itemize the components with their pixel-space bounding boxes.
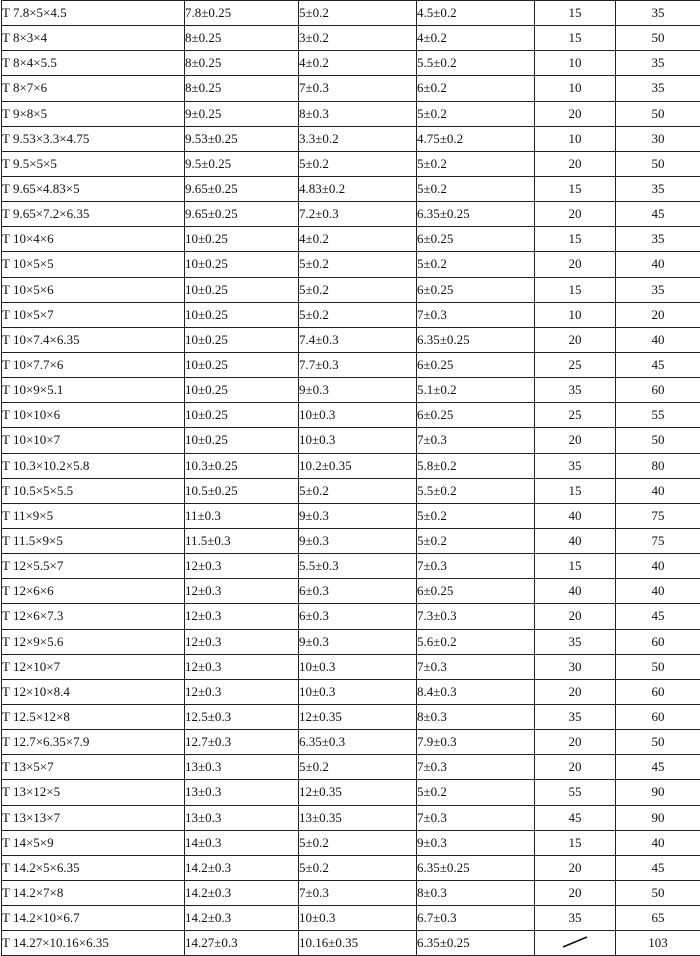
cell-type: T 10×10×7	[2, 428, 185, 453]
cell-dim-h: 9±0.3	[417, 830, 535, 855]
cell-dim-b: 5.5±0.3	[299, 554, 417, 579]
cell-dim-a: 12±0.3	[185, 554, 299, 579]
cell-value-n: 35	[535, 906, 616, 931]
cell-value-m: 103	[616, 931, 700, 956]
cell-value-n: 55	[535, 780, 616, 805]
cell-dim-h: 5.6±0.2	[417, 629, 535, 654]
cell-dim-a: 12±0.3	[185, 579, 299, 604]
table-row	[2, 227, 700, 252]
cell-dim-b: 9±0.3	[299, 629, 417, 654]
cell-dim-b: 8±0.3	[299, 101, 417, 126]
cell-type: T 13×5×7	[2, 755, 185, 780]
cell-value-m: 60	[616, 679, 700, 704]
cell-type: T 10×7.4×6.35	[2, 327, 185, 352]
cell-type: T 14.2×5×6.35	[2, 855, 185, 880]
cell-type: T 9.65×7.2×6.35	[2, 202, 185, 227]
cell-value-n: 25	[535, 352, 616, 377]
cell-dim-h: 5±0.2	[417, 176, 535, 201]
cell-value-n: 20	[535, 428, 616, 453]
cell-dim-h: 4±0.2	[417, 26, 535, 51]
cell-dim-a: 11±0.3	[185, 503, 299, 528]
cell-dim-b: 10±0.3	[299, 654, 417, 679]
cell-dim-h: 6±0.25	[417, 403, 535, 428]
cell-type: T 11.5×9×5	[2, 528, 185, 553]
cell-value-n: 15	[535, 176, 616, 201]
table-row	[2, 880, 700, 905]
cell-type: T 8×4×5.5	[2, 51, 185, 76]
cell-dim-b: 6.35±0.3	[299, 730, 417, 755]
cell-dim-a: 9.5±0.25	[185, 151, 299, 176]
cell-dim-h: 5.5±0.2	[417, 478, 535, 503]
cell-dim-h: 6.35±0.25	[417, 855, 535, 880]
cell-value-n: 20	[535, 679, 616, 704]
cell-dim-a: 13±0.3	[185, 780, 299, 805]
cell-dim-h: 6.35±0.25	[417, 327, 535, 352]
cell-dim-h: 7±0.3	[417, 654, 535, 679]
cell-value-n	[535, 931, 616, 956]
cell-dim-b: 10±0.3	[299, 906, 417, 931]
cell-value-m: 35	[616, 51, 700, 76]
cell-dim-a: 10.5±0.25	[185, 478, 299, 503]
cell-value-m: 45	[616, 202, 700, 227]
cell-value-n: 35	[535, 453, 616, 478]
table-row	[2, 503, 700, 528]
cell-type: T 12.5×12×8	[2, 704, 185, 729]
cell-value-m: 35	[616, 176, 700, 201]
table-row	[2, 101, 700, 126]
cell-dim-b: 9±0.3	[299, 378, 417, 403]
cell-dim-a: 10±0.25	[185, 428, 299, 453]
cell-type: T 10×10×6	[2, 403, 185, 428]
table-row	[2, 252, 700, 277]
cell-value-n: 20	[535, 880, 616, 905]
cell-value-n: 35	[535, 704, 616, 729]
cell-dim-b: 5±0.2	[299, 277, 417, 302]
table-row	[2, 805, 700, 830]
cell-dim-a: 14.2±0.3	[185, 855, 299, 880]
cell-dim-h: 8±0.3	[417, 704, 535, 729]
table-row	[2, 478, 700, 503]
cell-type: T 10.3×10.2×5.8	[2, 453, 185, 478]
cell-dim-a: 9.53±0.25	[185, 126, 299, 151]
cell-dim-h: 6±0.2	[417, 76, 535, 101]
cell-value-m: 75	[616, 503, 700, 528]
cell-type: T 12×6×6	[2, 579, 185, 604]
cell-value-n: 20	[535, 202, 616, 227]
cell-type: T 12.7×6.35×7.9	[2, 730, 185, 755]
cell-dim-b: 4±0.2	[299, 227, 417, 252]
table-row	[2, 629, 700, 654]
cell-dim-a: 13±0.3	[185, 755, 299, 780]
cell-type: T 8×7×6	[2, 76, 185, 101]
cell-value-n: 15	[535, 1, 616, 26]
cell-value-m: 35	[616, 1, 700, 26]
cell-value-m: 35	[616, 227, 700, 252]
cell-type: T 9×8×5	[2, 101, 185, 126]
cell-dim-h: 7±0.3	[417, 428, 535, 453]
table-row	[2, 176, 700, 201]
table-row	[2, 528, 700, 553]
cell-dim-h: 5.5±0.2	[417, 51, 535, 76]
cell-dim-h: 4.5±0.2	[417, 1, 535, 26]
cell-type: T 12×10×7	[2, 654, 185, 679]
cell-value-m: 50	[616, 654, 700, 679]
cell-value-m: 50	[616, 151, 700, 176]
cell-value-n: 20	[535, 604, 616, 629]
table-row	[2, 202, 700, 227]
cell-dim-a: 9±0.25	[185, 101, 299, 126]
cell-dim-b: 12±0.35	[299, 704, 417, 729]
cell-type: T 11×9×5	[2, 503, 185, 528]
cell-dim-b: 5±0.2	[299, 1, 417, 26]
cell-dim-b: 7.2±0.3	[299, 202, 417, 227]
cell-dim-a: 8±0.25	[185, 76, 299, 101]
cell-dim-b: 9±0.3	[299, 503, 417, 528]
cell-dim-b: 5±0.2	[299, 302, 417, 327]
cell-dim-a: 14.2±0.3	[185, 906, 299, 931]
cell-dim-h: 6±0.25	[417, 227, 535, 252]
cell-dim-b: 3±0.2	[299, 26, 417, 51]
table-row	[2, 453, 700, 478]
cell-type: T 10×7.7×6	[2, 352, 185, 377]
cell-value-m: 45	[616, 755, 700, 780]
cell-dim-a: 12.7±0.3	[185, 730, 299, 755]
cell-dim-a: 12±0.3	[185, 604, 299, 629]
cell-value-n: 10	[535, 126, 616, 151]
cell-type: T 14.2×10×6.7	[2, 906, 185, 931]
cell-value-n: 10	[535, 76, 616, 101]
cell-value-n: 40	[535, 503, 616, 528]
cell-dim-a: 11.5±0.3	[185, 528, 299, 553]
table-row	[2, 26, 700, 51]
cell-dim-h: 6.35±0.25	[417, 202, 535, 227]
cell-value-n: 15	[535, 830, 616, 855]
cell-dim-b: 7±0.3	[299, 76, 417, 101]
cell-type: T 10×4×6	[2, 227, 185, 252]
cell-value-n: 20	[535, 151, 616, 176]
cell-value-n: 15	[535, 227, 616, 252]
cell-value-m: 50	[616, 880, 700, 905]
cell-type: T 12×6×7.3	[2, 604, 185, 629]
cell-dim-h: 6±0.25	[417, 277, 535, 302]
cell-value-m: 60	[616, 704, 700, 729]
cell-dim-h: 4.75±0.2	[417, 126, 535, 151]
table-row	[2, 906, 700, 931]
table-row	[2, 51, 700, 76]
cell-value-n: 20	[535, 252, 616, 277]
table-row	[2, 780, 700, 805]
cell-dim-b: 6±0.3	[299, 604, 417, 629]
cell-dim-b: 5±0.2	[299, 151, 417, 176]
cell-dim-a: 10±0.25	[185, 403, 299, 428]
cell-dim-h: 7±0.3	[417, 302, 535, 327]
cell-value-m: 65	[616, 906, 700, 931]
table-row	[2, 730, 700, 755]
cell-dim-h: 6.7±0.3	[417, 906, 535, 931]
cell-dim-h: 7±0.3	[417, 805, 535, 830]
cell-value-m: 50	[616, 26, 700, 51]
table-row	[2, 679, 700, 704]
table-row	[2, 654, 700, 679]
cell-dim-h: 5±0.2	[417, 780, 535, 805]
cell-dim-a: 8±0.25	[185, 51, 299, 76]
cell-value-n: 15	[535, 277, 616, 302]
cell-value-n: 40	[535, 528, 616, 553]
cell-type: T 10×5×5	[2, 252, 185, 277]
cell-value-m: 50	[616, 101, 700, 126]
table-row	[2, 931, 700, 956]
table-row	[2, 126, 700, 151]
table-row	[2, 704, 700, 729]
table-row	[2, 604, 700, 629]
cell-value-n: 35	[535, 629, 616, 654]
cell-type: T 12×5.5×7	[2, 554, 185, 579]
table-row	[2, 403, 700, 428]
cell-type: T 9.5×5×5	[2, 151, 185, 176]
cell-dim-b: 10.16±0.35	[299, 931, 417, 956]
cell-value-n: 20	[535, 327, 616, 352]
cell-dim-a: 10±0.25	[185, 302, 299, 327]
table-row	[2, 302, 700, 327]
cell-value-m: 20	[616, 302, 700, 327]
cell-value-m: 35	[616, 277, 700, 302]
cell-dim-h: 7±0.3	[417, 755, 535, 780]
cell-type: T 8×3×4	[2, 26, 185, 51]
cell-dim-b: 5±0.2	[299, 755, 417, 780]
table-row	[2, 151, 700, 176]
cell-type: T 13×13×7	[2, 805, 185, 830]
cell-dim-h: 7.9±0.3	[417, 730, 535, 755]
cell-dim-a: 10±0.25	[185, 352, 299, 377]
cell-value-n: 20	[535, 855, 616, 880]
cell-type: T 10.5×5×5.5	[2, 478, 185, 503]
table-row	[2, 378, 700, 403]
cell-type: T 10×5×7	[2, 302, 185, 327]
cell-value-n: 20	[535, 755, 616, 780]
cell-dim-b: 5±0.2	[299, 855, 417, 880]
cell-type: T 10×5×6	[2, 277, 185, 302]
cell-value-m: 40	[616, 830, 700, 855]
cell-dim-b: 5±0.2	[299, 830, 417, 855]
table-row	[2, 1, 700, 26]
cell-value-m: 40	[616, 554, 700, 579]
cell-dim-h: 5±0.2	[417, 252, 535, 277]
cell-dim-b: 10±0.3	[299, 428, 417, 453]
table-row	[2, 830, 700, 855]
cell-dim-b: 4±0.2	[299, 51, 417, 76]
cell-dim-h: 6±0.25	[417, 352, 535, 377]
cell-value-n: 10	[535, 51, 616, 76]
cell-value-m: 60	[616, 629, 700, 654]
cell-dim-a: 7.8±0.25	[185, 1, 299, 26]
cell-type: T 14.27×10.16×6.35	[2, 931, 185, 956]
cell-type: T 9.53×3.3×4.75	[2, 126, 185, 151]
cell-dim-h: 5±0.2	[417, 503, 535, 528]
cell-value-n: 15	[535, 554, 616, 579]
cell-value-n: 35	[535, 378, 616, 403]
cell-dim-h: 5±0.2	[417, 528, 535, 553]
cell-value-m: 50	[616, 428, 700, 453]
cell-type: T 12×9×5.6	[2, 629, 185, 654]
cell-dim-h: 6.35±0.25	[417, 931, 535, 956]
cell-type: T 10×9×5.1	[2, 378, 185, 403]
cell-dim-h: 8.4±0.3	[417, 679, 535, 704]
cell-value-m: 90	[616, 805, 700, 830]
cell-dim-b: 7±0.3	[299, 880, 417, 905]
cell-type: T 12×10×8.4	[2, 679, 185, 704]
cell-dim-h: 5±0.2	[417, 151, 535, 176]
table-row	[2, 855, 700, 880]
cell-type: T 13×12×5	[2, 780, 185, 805]
cell-value-n: 40	[535, 579, 616, 604]
cell-value-n: 20	[535, 101, 616, 126]
slash-mark-icon	[562, 936, 588, 952]
cell-type: T 14×5×9	[2, 830, 185, 855]
table-row	[2, 554, 700, 579]
cell-dim-b: 9±0.3	[299, 528, 417, 553]
cell-dim-a: 12.5±0.3	[185, 704, 299, 729]
cell-dim-h: 5±0.2	[417, 101, 535, 126]
cell-dim-b: 4.83±0.2	[299, 176, 417, 201]
table-row	[2, 579, 700, 604]
cell-value-n: 30	[535, 654, 616, 679]
cell-dim-a: 10±0.25	[185, 327, 299, 352]
cell-dim-a: 10±0.25	[185, 252, 299, 277]
cell-dim-b: 3.3±0.2	[299, 126, 417, 151]
cell-type: T 14.2×7×8	[2, 880, 185, 905]
cell-dim-a: 10±0.25	[185, 277, 299, 302]
cell-dim-b: 5±0.2	[299, 478, 417, 503]
cell-dim-b: 10.2±0.35	[299, 453, 417, 478]
cell-value-m: 55	[616, 403, 700, 428]
table-row	[2, 428, 700, 453]
cell-value-m: 90	[616, 780, 700, 805]
cell-dim-a: 14±0.3	[185, 830, 299, 855]
cell-dim-a: 9.65±0.25	[185, 202, 299, 227]
cell-value-n: 15	[535, 26, 616, 51]
cell-value-m: 50	[616, 730, 700, 755]
cell-value-n: 10	[535, 302, 616, 327]
table-row	[2, 76, 700, 101]
cell-dim-a: 10±0.25	[185, 227, 299, 252]
cell-value-m: 45	[616, 604, 700, 629]
cell-dim-b: 7.7±0.3	[299, 352, 417, 377]
cell-value-m: 40	[616, 579, 700, 604]
cell-value-m: 40	[616, 327, 700, 352]
cell-dim-h: 7.3±0.3	[417, 604, 535, 629]
cell-type: T 7.8×5×4.5	[2, 1, 185, 26]
cell-dim-b: 5±0.2	[299, 252, 417, 277]
cell-value-n: 15	[535, 478, 616, 503]
cell-dim-a: 10.3±0.25	[185, 453, 299, 478]
cell-value-m: 60	[616, 378, 700, 403]
cell-value-m: 45	[616, 855, 700, 880]
cell-dim-b: 13±0.35	[299, 805, 417, 830]
cell-value-n: 25	[535, 403, 616, 428]
cell-value-n: 20	[535, 730, 616, 755]
cell-dim-b: 12±0.35	[299, 780, 417, 805]
cell-dim-a: 12±0.3	[185, 654, 299, 679]
cell-dim-a: 9.65±0.25	[185, 176, 299, 201]
table-row	[2, 327, 700, 352]
table-row	[2, 277, 700, 302]
cell-type: T 9.65×4.83×5	[2, 176, 185, 201]
spec-table	[1, 0, 700, 956]
cell-value-m: 35	[616, 76, 700, 101]
table-row	[2, 755, 700, 780]
cell-dim-a: 12±0.3	[185, 679, 299, 704]
cell-dim-h: 5.1±0.2	[417, 378, 535, 403]
cell-dim-b: 10±0.3	[299, 403, 417, 428]
cell-dim-h: 7±0.3	[417, 554, 535, 579]
cell-dim-a: 13±0.3	[185, 805, 299, 830]
cell-dim-b: 7.4±0.3	[299, 327, 417, 352]
cell-dim-h: 5.8±0.2	[417, 453, 535, 478]
cell-dim-b: 6±0.3	[299, 579, 417, 604]
cell-value-m: 80	[616, 453, 700, 478]
cell-dim-a: 10±0.25	[185, 378, 299, 403]
cell-dim-a: 14.2±0.3	[185, 880, 299, 905]
table-row	[2, 352, 700, 377]
cell-dim-a: 12±0.3	[185, 629, 299, 654]
cell-dim-a: 8±0.25	[185, 26, 299, 51]
cell-value-m: 75	[616, 528, 700, 553]
cell-value-m: 40	[616, 252, 700, 277]
cell-dim-h: 8±0.3	[417, 880, 535, 905]
cell-value-n: 45	[535, 805, 616, 830]
cell-dim-a: 14.27±0.3	[185, 931, 299, 956]
cell-dim-b: 10±0.3	[299, 679, 417, 704]
cell-value-m: 30	[616, 126, 700, 151]
spec-table-body	[2, 1, 700, 956]
cell-dim-h: 6±0.25	[417, 579, 535, 604]
cell-value-m: 45	[616, 352, 700, 377]
cell-value-m: 40	[616, 478, 700, 503]
